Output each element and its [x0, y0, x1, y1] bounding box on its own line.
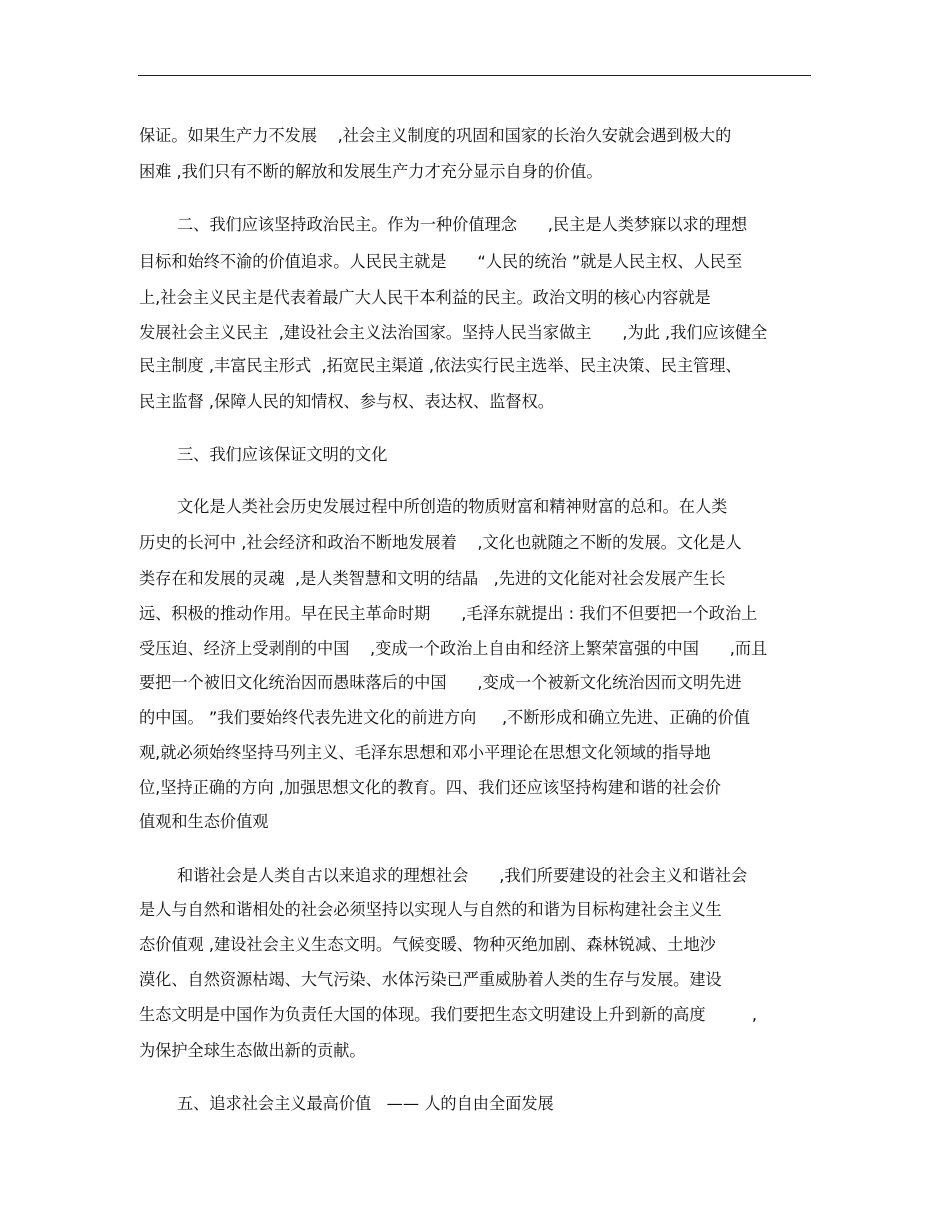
text-line: 历史的长河中 ,社会经济和政治不断地发展着 ,文化也就随之不断的发展。文化是人	[139, 533, 742, 552]
text-line: 二、我们应该坚持政治民主。作为一种价值理念 ,民主是人类梦寐以求的理想	[177, 215, 748, 234]
text-line: 远、积极的推动作用。早在民主革命时期 ,毛泽东就提出 : 我们不但要把一个政治上	[139, 604, 758, 623]
section-heading: 三、我们应该保证文明的文化	[177, 445, 388, 464]
text-line: 类存在和发展的灵魂 ,是人类智慧和文明的结晶 ,先进的文化能对社会发展产生长	[139, 569, 726, 588]
text-line: 和谐社会是人类自古以来追求的理想社会 ,我们所要建设的社会主义和谐社会	[177, 866, 748, 885]
text-line: 困难 ,我们只有不断的解放和发展生产力才充分显示自身的价值。	[139, 162, 603, 181]
text-line: 保证。如果生产力不发展 ,社会主义制度的巩固和国家的长治久安就会遇到极大的	[139, 126, 732, 145]
header-rule	[138, 75, 811, 76]
text-line: 位,坚持正确的方向 ,加强思想文化的教育。四、我们还应该坚持构建和谐的社会价	[139, 778, 721, 797]
text-line: 民主监督 ,保障人民的知情权、参与权、表达权、监督权。	[139, 392, 554, 411]
text-line: 值观和生态价值观	[139, 812, 269, 831]
text-line: 受压迫、经济上受剥削的中国 ,变成一个政治上自由和经济上繁荣富强的中国 ,而且	[139, 639, 768, 658]
text-line: 目标和始终不渝的价值追求。人民民主就是 “人民的统治 ”就是人民主权、人民至	[139, 252, 743, 271]
text-line: 民主制度 ,丰富民主形式 ,拓宽民主渠道 ,依法实行民主选举、民主决策、民主管理、	[139, 356, 742, 375]
text-line: 发展社会主义民主 ,建设社会主义法治国家。坚持人民当家做主 ,为此 ,我们应该健全	[139, 323, 768, 342]
text-line: 的中国。 ”我们要始终代表先进文化的前进方向 ,不断形成和确立先进、正确的价值	[139, 708, 750, 727]
text-line: 观,就必须始终坚持马列主义、毛泽东思想和邓小平理论在思想文化领域的指导地	[139, 743, 711, 762]
text-line: 要把一个被旧文化统治因而愚昧落后的中国 ,变成一个被新文化统治因而文明先进	[139, 673, 742, 692]
text-line: 文化是人类社会历史发展过程中所创造的物质财富和精神财富的总和。在人类	[177, 497, 728, 516]
text-line: 为保护全球生态做出新的贡献。	[139, 1041, 366, 1060]
text-line: 态价值观 ,建设社会主义生态文明。气候变暖、物种灭绝加剧、森林锐减、土地沙	[139, 935, 716, 954]
text-line: 漠化、自然资源枯竭、大气污染、水体污染已严重威胁着人类的生存与发展。建设	[139, 970, 722, 989]
text-line: 生态文明是中国作为负责任大国的体现。我们要把生态文明建设上升到新的高度 ,	[139, 1005, 758, 1024]
text-line: 上,社会主义民主是代表着最广大人民干本利益的民主。政治文明的核心内容就是	[139, 288, 711, 307]
section-heading: 五、追求社会主义最高价值 —— 人的自由全面发展	[177, 1094, 554, 1113]
text-line: 是人与自然和谐相处的社会必须坚持以实现人与自然的和谐为目标构建社会主义生	[139, 900, 722, 919]
